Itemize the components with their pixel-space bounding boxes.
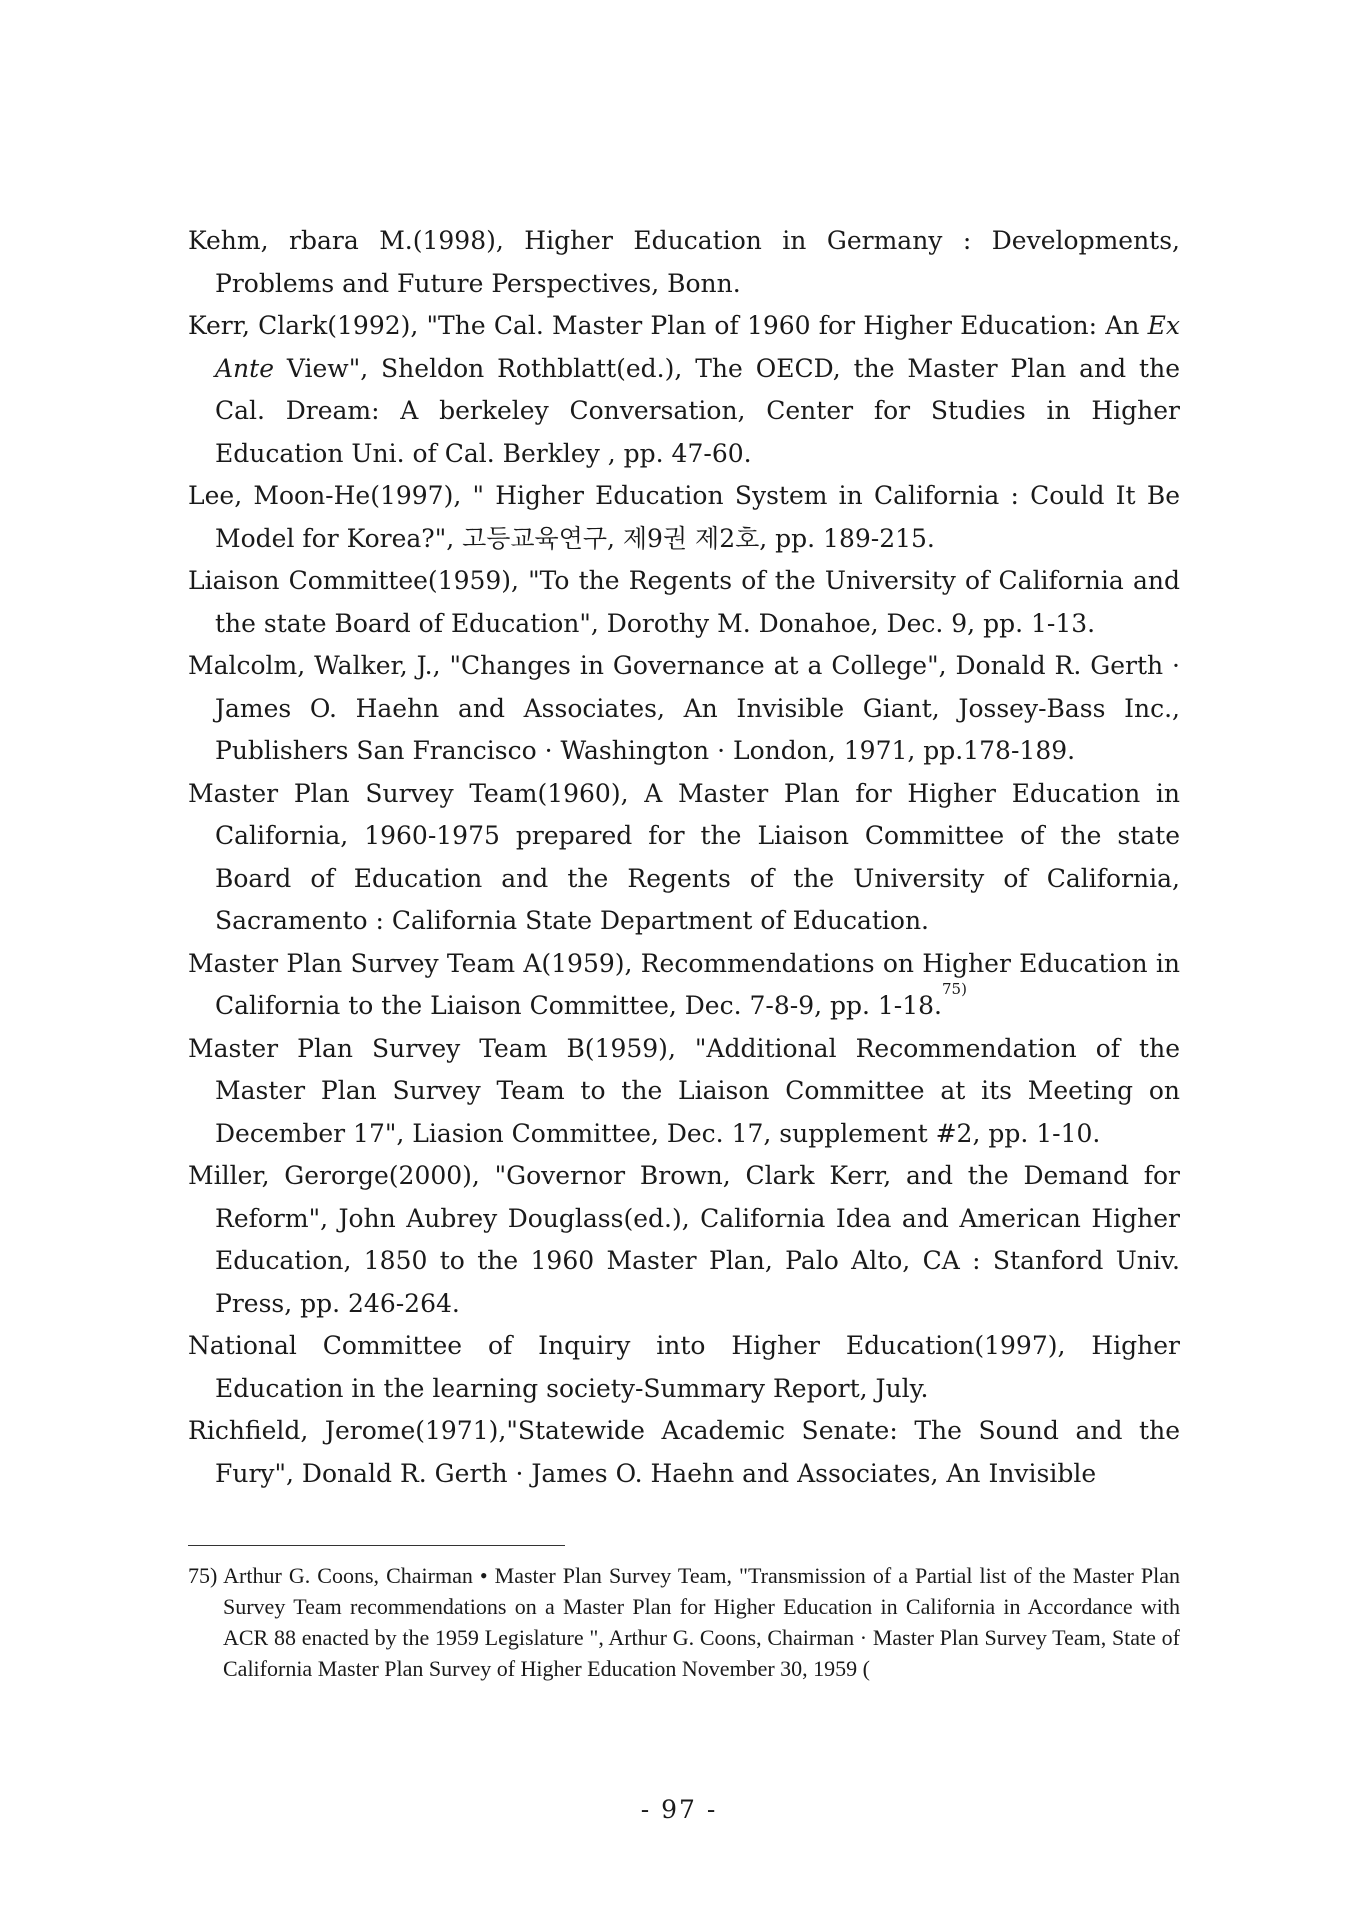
- reference-entry-mpst-a: [188, 943, 1180, 1028]
- reference-kerr-text-end: View", Sheldon Rothblatt(ed.), The OECD, the Master Plan and the Cal. Dream: A berkeley Conversation, Center for Studies in Higher Education Uni. of Cal. Berkley , pp. 47-60.: [215, 353, 1180, 468]
- reference-entry-kerr: [188, 305, 1180, 475]
- reference-entry-kehm: Kehm, rbara M.(1998), Higher Education in Germany : Developments, Problems and Future Perspectives, Bonn.: [188, 226, 1180, 298]
- reference-entry-lee: Lee, Moon-He(1997), " Higher Education System in California : Could It Be Model for Korea?", 고등교육연구, 제9권 제2호, pp. 189-215.: [188, 481, 1180, 553]
- reference-entry-mpst-b: Master Plan Survey Team B(1959), "Additional Recommendation of the Master Plan Survey Team to the Liaison Committee at its Meeting on December 17", Liasion Committee, Dec. 17, supplement #2, pp. 1-10.: [188, 1033, 1180, 1148]
- page-number: - 97 -: [640, 1795, 718, 1824]
- reference-entry-malcolm: Malcolm, Walker, J., "Changes in Governance at a College", Donald R. Gerth · James O. Haehn and Associates, An Invisible Giant, Jossey-Bass Inc., Publishers San Francisco · Washington · London, 1971, pp.178-189.: [188, 651, 1180, 765]
- reference-kerr-text-start: Kerr, Clark(1992), "The Cal. Master Plan of 1960 for Higher Education: An: [188, 311, 1148, 340]
- reference-entry-richfield: Richfield, Jerome(1971),"Statewide Academic Senate: The Sound and the Fury", Donald R. Gerth · James O. Haehn and Associates, An Invisible: [188, 1416, 1180, 1488]
- footnote-divider: [188, 1545, 565, 1546]
- reference-entry-miller: Miller, Gerorge(2000), "Governor Brown, Clark Kerr, and the Demand for Reform", John Aubrey Douglass(ed.), California Idea and American Higher Education, 1850 to the 1960 Master Plan, Palo Alto, CA : Stanford Univ. Press, pp. 246-264.: [188, 1161, 1180, 1318]
- reference-kerr-italic-term: Ex Ante: [215, 311, 1180, 383]
- reference-list: [188, 220, 1180, 1495]
- reference-entry-mpst-1960: Master Plan Survey Team(1960), A Master Plan for Higher Education in California, 1960-1975 prepared for the Liaison Committee of the state Board of Education and the Regents of the University of California, Sacramento : California State Department of Education.: [188, 778, 1180, 935]
- reference-mpst-a-text: Master Plan Survey Team A(1959), Recommendations on Higher Education in California to the Liaison Committee, Dec. 7-8-9, pp. 1-18.: [188, 948, 1180, 1020]
- footnote-75: 75) Arthur G. Coons, Chairman • Master Plan Survey Team, "Transmission of a Partial list of the Master Plan Survey Team recommendations on a Master Plan for Higher Education in California in Accordance with ACR 88 enacted by the 1959 Legislature ", Arthur G. Coons, Chairman · Master Plan Survey Team, State of California Master Plan Survey of Higher Education November 30, 1959 (: [188, 1563, 1180, 1681]
- reference-entry-liaison: Liaison Committee(1959), "To the Regents of the University of California and the state Board of Education", Dorothy M. Donahoe, Dec. 9, pp. 1-13.: [188, 566, 1180, 638]
- reference-entry-ncihe: National Committee of Inquiry into Higher Education(1997), Higher Education in the learning society-Summary Report, July.: [188, 1331, 1180, 1403]
- footnote-marker[interactable]: 75): [942, 980, 967, 998]
